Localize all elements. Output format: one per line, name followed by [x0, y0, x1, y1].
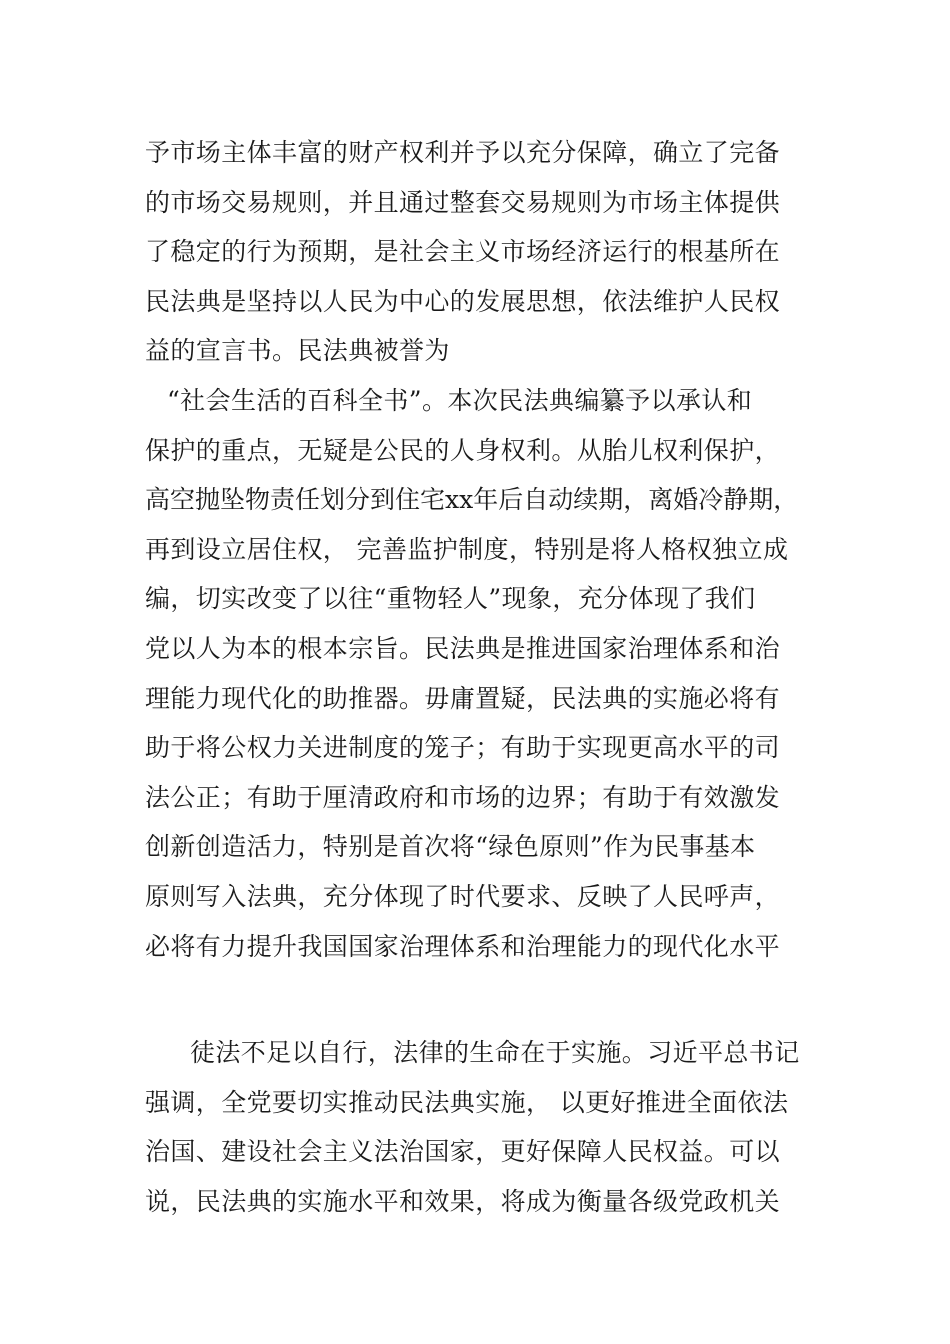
- text-line: 说，民法典的实施水平和效果，将成为衡量各级党政机关: [145, 1186, 781, 1216]
- text-line: 法公正；有助于厘清政府和市场的边界；有助于有效激发: [145, 782, 781, 812]
- paragraph-block-1: [145, 128, 835, 971]
- text-line: 保护的重点，无疑是公民的人身权利。从胎儿权利保护，: [145, 435, 781, 465]
- text-line: 的市场交易规则，并且通过整套交易规则为市场主体提供: [145, 187, 781, 217]
- text-line: 编，切实改变了以往“重物轻人”现象，充分体现了我们: [145, 584, 756, 614]
- text-line: 益的宣言书。民法典被誉为: [145, 336, 450, 366]
- text-line: 创新创造活力，特别是首次将“绿色原则”作为民事基本: [145, 832, 756, 862]
- text-line: 再到设立居住权， 完善监护制度，特别是将人格权独立成: [145, 534, 789, 564]
- text-line: 予市场主体丰富的财产权利并予以充分保障，确立了完备: [145, 138, 781, 167]
- text-line: 理能力现代化的助推器。毋庸置疑，民法典的实施必将有: [145, 683, 781, 713]
- text-line: 治国、建设社会主义法治国家，更好保障人民权益。可以: [145, 1137, 781, 1167]
- text-line: 民法典是坚持以人民为中心的发展思想，依法维护人民权: [145, 286, 781, 316]
- text-line: 原则写入法典，充分体现了时代要求、反映了人民呼声，: [145, 881, 781, 911]
- text-line: 高空抛坠物责任划分到住宅xx年后自动续期，离婚冷静期，: [145, 485, 799, 515]
- paragraph-block-2: [145, 1028, 835, 1226]
- text-line: 了稳定的行为预期，是社会主义市场经济运行的根基所在: [145, 237, 781, 267]
- text-line: 党以人为本的根本宗旨。民法典是推进国家治理体系和治: [145, 633, 781, 663]
- text-line: “社会生活的百科全书”。本次民法典编纂予以承认和: [167, 385, 753, 415]
- text-line: 助于将公权力关进制度的笼子；有助于实现更高水平的司: [145, 733, 781, 763]
- text-line: 必将有力提升我国国家治理体系和治理能力的现代化水平: [145, 931, 781, 961]
- text-line: 强调，全党要切实推动民法典实施， 以更好推进全面依法: [145, 1087, 789, 1117]
- text-line: 徒法不足以自行，法律的生命在于实施。习近平总书记: [190, 1038, 800, 1067]
